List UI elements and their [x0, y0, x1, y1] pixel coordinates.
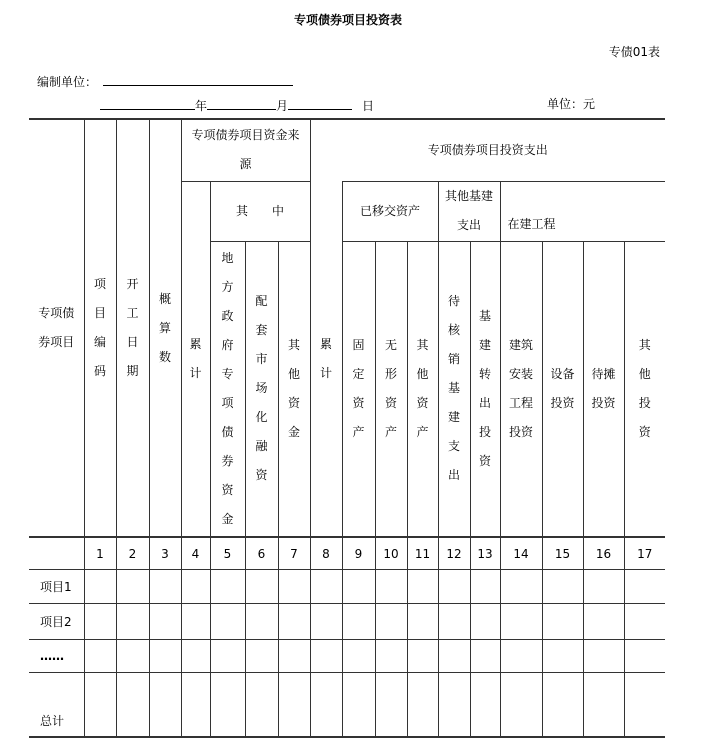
day-label: 日 — [362, 99, 375, 113]
data-cell[interactable] — [407, 570, 438, 604]
column-number: 10 — [375, 537, 407, 570]
data-cell[interactable] — [407, 640, 438, 673]
header-fixed-assets: 固定资产 — [342, 241, 375, 537]
form-code: 专债01表 — [608, 45, 660, 59]
column-number: 4 — [181, 537, 210, 570]
data-cell[interactable] — [583, 640, 624, 673]
data-cell[interactable] — [310, 673, 342, 738]
form-title: 专项债券项目投资表 — [293, 13, 402, 27]
data-cell[interactable] — [278, 570, 310, 604]
column-number: 7 — [278, 537, 310, 570]
data-cell[interactable] — [542, 640, 583, 673]
data-cell[interactable] — [245, 570, 278, 604]
data-cell[interactable] — [583, 673, 624, 738]
data-cell[interactable] — [116, 570, 149, 604]
data-cell[interactable] — [149, 570, 181, 604]
header-project-column — [29, 119, 84, 537]
month-label: 月 — [276, 99, 289, 113]
data-cell[interactable] — [310, 640, 342, 673]
data-cell[interactable] — [470, 570, 500, 604]
data-cell[interactable] — [500, 570, 542, 604]
data-cell[interactable] — [438, 570, 470, 604]
data-cell[interactable] — [181, 673, 210, 738]
column-number: 8 — [310, 537, 342, 570]
unit-label: 单位：元 — [547, 97, 596, 111]
data-cell[interactable] — [500, 640, 542, 673]
data-cell[interactable] — [542, 570, 583, 604]
header-pending-writeoff-capital: 待核销基建支出 — [438, 241, 470, 537]
header-equipment-investment: 设备投资 — [542, 241, 583, 537]
data-cell[interactable] — [624, 640, 665, 673]
header-project-code: 项目编码 — [84, 119, 116, 537]
data-cell[interactable] — [149, 673, 181, 738]
column-number: 14 — [500, 537, 542, 570]
column-number: 5 — [210, 537, 245, 570]
data-cell[interactable] — [181, 604, 210, 640]
data-cell[interactable] — [375, 604, 407, 640]
column-number: 3 — [149, 537, 181, 570]
data-cell[interactable] — [438, 673, 470, 738]
data-cell[interactable] — [375, 673, 407, 738]
data-cell[interactable] — [210, 570, 245, 604]
column-number: 11 — [407, 537, 438, 570]
data-cell[interactable] — [310, 570, 342, 604]
header-construction-installation: 建筑安装工程投资 — [500, 241, 542, 537]
header-project-column-label: 专项债券项目 — [38, 306, 75, 349]
header-construction-in-progress: 在建工程 — [500, 181, 665, 241]
data-cell[interactable] — [470, 640, 500, 673]
row-label-total: 总计 — [29, 673, 84, 738]
header-market-financing: 配套市场化融资 — [245, 241, 278, 537]
row-label-project2: 项目2 — [29, 604, 84, 640]
data-cell[interactable] — [407, 604, 438, 640]
header-funding-source: 专项债券项目资金来源 — [181, 119, 310, 181]
data-cell[interactable] — [278, 673, 310, 738]
data-cell[interactable] — [342, 673, 375, 738]
corner-cell — [29, 537, 84, 570]
data-cell[interactable] — [542, 604, 583, 640]
prepared-by-blank[interactable] — [103, 71, 293, 86]
data-cell[interactable] — [583, 570, 624, 604]
data-cell[interactable] — [116, 673, 149, 738]
data-cell[interactable] — [181, 640, 210, 673]
data-cell[interactable] — [210, 604, 245, 640]
data-cell[interactable] — [407, 673, 438, 738]
header-spending-cumulative: 累计 — [310, 181, 342, 537]
day-blank[interactable] — [288, 95, 352, 110]
data-cell[interactable] — [84, 640, 116, 673]
data-cell[interactable] — [84, 570, 116, 604]
row-label-project1: 项目1 — [29, 570, 84, 604]
prepared-by-label: 编制单位： — [37, 75, 98, 89]
data-cell[interactable] — [500, 604, 542, 640]
data-cell[interactable] — [84, 673, 116, 738]
data-cell[interactable] — [149, 640, 181, 673]
prepared-by-line — [37, 71, 293, 89]
data-cell[interactable] — [149, 604, 181, 640]
month-blank[interactable] — [207, 95, 276, 110]
column-number: 6 — [245, 537, 278, 570]
header-start-date: 开工日期 — [116, 119, 149, 537]
data-cell[interactable] — [342, 640, 375, 673]
data-cell[interactable] — [375, 640, 407, 673]
data-cell[interactable] — [84, 604, 116, 640]
year-label: 年 — [195, 99, 208, 113]
data-cell[interactable] — [342, 604, 375, 640]
header-other-investment: 其他投资 — [624, 241, 665, 537]
header-capital-transferred-out: 基建转出投资 — [470, 241, 500, 537]
date-line — [100, 95, 374, 113]
header-spending: 专项债券项目投资支出 — [310, 119, 665, 181]
data-cell[interactable] — [245, 640, 278, 673]
column-number: 13 — [470, 537, 500, 570]
data-cell[interactable] — [375, 570, 407, 604]
data-cell[interactable] — [278, 604, 310, 640]
data-cell[interactable] — [116, 640, 149, 673]
data-cell[interactable] — [583, 604, 624, 640]
data-cell[interactable] — [181, 570, 210, 604]
column-number: 1 — [84, 537, 116, 570]
data-cell[interactable] — [438, 640, 470, 673]
year-blank[interactable] — [100, 95, 195, 110]
data-cell[interactable] — [624, 604, 665, 640]
header-local-gov-bond-funds: 地方政府专项债券资金 — [210, 241, 245, 537]
data-cell[interactable] — [245, 604, 278, 640]
header-other-assets: 其他资产 — [407, 241, 438, 537]
data-cell[interactable] — [116, 604, 149, 640]
investment-table — [29, 118, 665, 738]
header-other-capital-expense: 其他基建支出 — [438, 181, 500, 241]
column-number: 12 — [438, 537, 470, 570]
header-among: 其 中 — [210, 181, 310, 241]
header-budget-amount: 概算数 — [149, 119, 181, 537]
column-number: 15 — [542, 537, 583, 570]
header-other-funds: 其他资金 — [278, 241, 310, 537]
data-cell[interactable] — [500, 673, 542, 738]
data-cell[interactable] — [542, 673, 583, 738]
data-cell[interactable] — [624, 570, 665, 604]
data-cell[interactable] — [470, 604, 500, 640]
data-cell[interactable] — [438, 604, 470, 640]
column-number: 16 — [583, 537, 624, 570]
header-transferred-assets: 已移交资产 — [342, 181, 438, 241]
header-intangible-assets: 无形资产 — [375, 241, 407, 537]
data-cell[interactable] — [245, 673, 278, 738]
column-number: 2 — [116, 537, 149, 570]
data-cell[interactable] — [342, 570, 375, 604]
data-cell[interactable] — [624, 673, 665, 738]
column-number: 9 — [342, 537, 375, 570]
data-cell[interactable] — [278, 640, 310, 673]
data-cell[interactable] — [210, 640, 245, 673]
data-cell[interactable] — [470, 673, 500, 738]
row-label-ellipsis: …… — [29, 640, 84, 673]
data-cell[interactable] — [210, 673, 245, 738]
header-deferred-investment: 待摊投资 — [583, 241, 624, 537]
data-cell[interactable] — [310, 604, 342, 640]
header-funding-cumulative: 累计 — [181, 181, 210, 537]
column-number: 17 — [624, 537, 665, 570]
